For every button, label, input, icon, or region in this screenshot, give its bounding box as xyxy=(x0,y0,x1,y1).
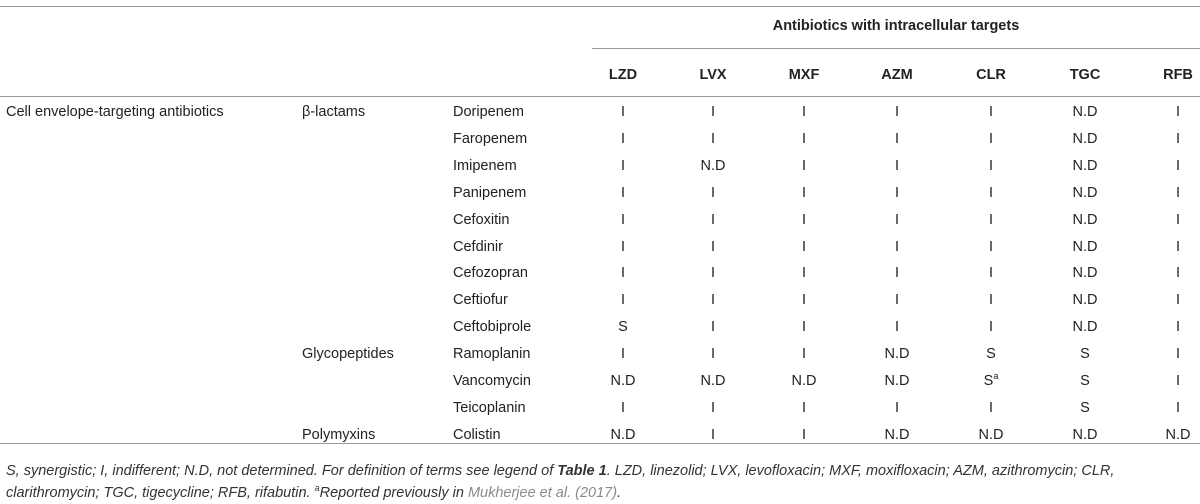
table-cell-rfb xyxy=(1138,103,1200,121)
column-header-rfb: RFB xyxy=(1163,67,1193,83)
table-cell-clr xyxy=(951,238,1031,256)
table-cell-rfb xyxy=(1138,426,1200,444)
table-cell-tgc xyxy=(1045,426,1125,444)
table-cell-mxf xyxy=(764,399,844,417)
table-top-rule xyxy=(0,6,1200,7)
cell-value: N.D xyxy=(884,373,910,389)
table-cell-lzd xyxy=(583,264,663,282)
antibiotic-name: Cefozopran xyxy=(453,265,528,282)
table-cell-tgc xyxy=(1045,399,1125,417)
group-header: Antibiotics with intracellular targets xyxy=(772,18,1020,34)
antibiotic-name: Ceftobiprole xyxy=(453,319,532,336)
footnote-table-ref[interactable]: Table 1 xyxy=(557,463,607,479)
table-cell-clr xyxy=(951,184,1031,202)
table-cell-azm xyxy=(857,238,937,256)
antibiotic-name: Vancomycin xyxy=(453,373,531,389)
cell-value: N.D xyxy=(1072,265,1098,282)
subgroup-label: Polymyxins xyxy=(302,426,376,443)
cell-value: N.D xyxy=(1072,184,1098,201)
table-cell-tgc xyxy=(1045,345,1125,363)
table-cell-clr xyxy=(951,264,1031,282)
table-cell-azm xyxy=(857,157,937,175)
cell-value: N.D xyxy=(1072,157,1098,174)
antibiotic-name: Colistin xyxy=(453,426,501,443)
table-cell-azm xyxy=(857,318,937,336)
table-cell-lzd xyxy=(583,318,663,336)
cell-value: I xyxy=(801,104,807,120)
cell-value: I xyxy=(710,211,716,228)
table-cell-mxf xyxy=(764,184,844,202)
table-cell-tgc xyxy=(1045,318,1125,336)
antibiotic-name: Cefoxitin xyxy=(453,211,510,228)
antibiotic-name: Panipenem xyxy=(453,184,527,201)
footnote-superscript: a xyxy=(314,483,320,493)
cell-value: I xyxy=(988,157,994,174)
cell-value: I xyxy=(710,184,716,201)
table-cell-rfb xyxy=(1138,372,1200,390)
table-cell-tgc xyxy=(1045,184,1125,202)
cell-value: I xyxy=(988,184,994,201)
cell-value: N.D xyxy=(700,157,726,174)
table-cell-clr xyxy=(951,318,1031,336)
table-cell-lvx xyxy=(673,103,753,121)
table-cell-lvx xyxy=(673,157,753,175)
cell-value: I xyxy=(894,157,900,174)
table-cell-mxf xyxy=(764,211,844,229)
cell-value: I xyxy=(894,211,900,228)
cell-value: I xyxy=(710,130,716,147)
cell-value: I xyxy=(988,265,994,282)
cell-value: I xyxy=(894,184,900,201)
cell-value: I xyxy=(620,211,626,228)
cell-value: N.D xyxy=(610,426,636,443)
table-cell-tgc xyxy=(1045,211,1125,229)
cell-value: I xyxy=(801,211,807,228)
table-cell-lzd xyxy=(583,372,663,390)
cell-value: I xyxy=(988,104,994,120)
cell-value: I xyxy=(801,426,807,443)
cell-value: I xyxy=(801,346,807,363)
cell-value: N.D xyxy=(884,346,910,363)
table-cell-lzd xyxy=(583,345,663,363)
cell-value: I xyxy=(710,426,716,443)
cell-value: I xyxy=(1175,211,1181,228)
column-header-clr: CLR xyxy=(976,67,1006,83)
table-cell-mxf xyxy=(764,103,844,121)
antibiotic-name: Ramoplanin xyxy=(453,346,531,363)
table-cell-rfb xyxy=(1138,238,1200,256)
table-cell-lzd xyxy=(583,184,663,202)
cell-value: I xyxy=(801,238,807,255)
column-header-tgc: TGC xyxy=(1069,67,1101,83)
cell-value: I xyxy=(894,238,900,255)
footnote-text-3: Reported previously in xyxy=(319,485,468,501)
footnote-text-4: . xyxy=(617,485,622,501)
table-cell-clr xyxy=(951,103,1031,121)
cell-value: I xyxy=(894,130,900,147)
table-cell-mxf xyxy=(764,345,844,363)
cell-value: I xyxy=(801,184,807,201)
cell-value: I xyxy=(1175,373,1181,389)
table-cell-lvx xyxy=(673,184,753,202)
table-cell-lvx xyxy=(673,426,753,444)
cell-value: I xyxy=(620,292,626,309)
cell-value: S xyxy=(618,319,628,336)
table-cell-tgc xyxy=(1045,157,1125,175)
table-cell-lzd xyxy=(583,130,663,148)
cell-value: I xyxy=(1175,238,1181,255)
cell-value: I xyxy=(620,157,626,174)
cell-value: I xyxy=(988,211,994,228)
cell-value: S xyxy=(1080,346,1090,363)
cell-value: N.D xyxy=(700,373,726,389)
table-cell-azm xyxy=(857,345,937,363)
column-header-azm: AZM xyxy=(881,67,913,83)
table-cell-tgc xyxy=(1045,264,1125,282)
table-cell-lvx xyxy=(673,291,753,309)
cell-value: I xyxy=(620,238,626,255)
table-cell-rfb xyxy=(1138,264,1200,282)
cell-value: I xyxy=(620,104,626,120)
cell-value: N.D xyxy=(1165,426,1191,443)
cell-value: I xyxy=(620,130,626,147)
cell-value: N.D xyxy=(1072,104,1098,120)
subgroup-label: β-lactams xyxy=(302,104,366,120)
cell-value: N.D xyxy=(1072,130,1098,147)
cell-value: I xyxy=(620,184,626,201)
cell-superscript: a xyxy=(993,371,999,381)
table-cell-lvx xyxy=(673,345,753,363)
cell-value: I xyxy=(988,292,994,309)
cell-value: I xyxy=(710,399,716,416)
cell-value: N.D xyxy=(1072,319,1098,336)
table-cell-azm xyxy=(857,264,937,282)
cell-value: I xyxy=(710,319,716,336)
cell-value: S xyxy=(1080,399,1090,416)
cell-value: N.D xyxy=(791,373,817,389)
cell-value: I xyxy=(1175,346,1181,363)
antibiotic-name: Imipenem xyxy=(453,157,517,174)
cell-value: I xyxy=(710,104,716,120)
table-cell-clr xyxy=(951,399,1031,417)
cell-value: I xyxy=(710,346,716,363)
table-cell-lzd xyxy=(583,211,663,229)
cell-value: I xyxy=(1175,184,1181,201)
cell-value: I xyxy=(894,292,900,309)
cell-value: I xyxy=(620,399,626,416)
column-header-lzd: LZD xyxy=(608,67,638,83)
cell-value: I xyxy=(988,238,994,255)
table-cell-azm xyxy=(857,103,937,121)
subgroup-label: Glycopeptides xyxy=(302,346,394,363)
table-cell-tgc xyxy=(1045,291,1125,309)
table-cell-azm xyxy=(857,426,937,444)
table-cell-rfb xyxy=(1138,157,1200,175)
cell-value: N.D xyxy=(610,373,636,389)
table-cell-lvx xyxy=(673,264,753,282)
table-cell-lzd xyxy=(583,238,663,256)
footnote-text-2: . LZD, linezolid; LVX, levofloxacin; MXF, moxifloxacin; AZM, azithromycin; CLR, clarithromycin; TGC, tigecycline; RFB, rifabutin. xyxy=(6,463,1115,501)
column-header-lvx: LVX xyxy=(699,67,727,83)
antibiotic-name: Faropenem xyxy=(453,130,528,147)
cell-value: I xyxy=(1175,292,1181,309)
antibiotic-name: Cefdinir xyxy=(453,238,503,255)
cell-value: I xyxy=(801,130,807,147)
table-cell-lvx xyxy=(673,318,753,336)
table-cell-lvx xyxy=(673,130,753,148)
group-header-rule xyxy=(592,48,1200,49)
cell-value: I xyxy=(1175,157,1181,174)
table-cell-rfb xyxy=(1138,291,1200,309)
cell-value: I xyxy=(801,319,807,336)
table-cell-lzd xyxy=(583,291,663,309)
cell-value: I xyxy=(1175,130,1181,147)
cell-value: I xyxy=(988,130,994,147)
row-category: Cell envelope-targeting antibiotics xyxy=(6,104,224,120)
table-cell-mxf xyxy=(764,157,844,175)
table-cell-clr xyxy=(951,211,1031,229)
table-cell-azm xyxy=(857,130,937,148)
cell-value: I xyxy=(894,104,900,120)
cell-value: N.D xyxy=(1072,426,1098,443)
table-cell-mxf xyxy=(764,318,844,336)
cell-value: I xyxy=(801,265,807,282)
table-cell-mxf xyxy=(764,291,844,309)
cell-value: I xyxy=(894,265,900,282)
table-cell-clr xyxy=(951,291,1031,309)
table-cell-tgc xyxy=(1045,130,1125,148)
table-cell-lzd xyxy=(583,157,663,175)
antibiotic-name: Doripenem xyxy=(453,104,524,120)
table-cell-lvx xyxy=(673,399,753,417)
table-cell-clr xyxy=(951,426,1031,444)
table-cell-mxf xyxy=(764,372,844,390)
table-cell-rfb xyxy=(1138,130,1200,148)
table-cell-azm xyxy=(857,372,937,390)
cell-value: S xyxy=(986,346,996,363)
cell-value: I xyxy=(894,319,900,336)
cell-value: I xyxy=(620,346,626,363)
table-cell-clr xyxy=(951,130,1031,148)
footnote-citation-link[interactable]: Mukherjee et al. (2017) xyxy=(467,485,618,501)
table-cell-tgc xyxy=(1045,238,1125,256)
cell-value: I xyxy=(1175,399,1181,416)
table-cell-rfb xyxy=(1138,399,1200,417)
table-cell-rfb xyxy=(1138,318,1200,336)
cell-value: N.D xyxy=(1072,238,1098,255)
table-cell-lzd xyxy=(583,426,663,444)
table-cell-rfb xyxy=(1138,211,1200,229)
cell-value: S xyxy=(983,373,994,389)
table-cell-mxf xyxy=(764,426,844,444)
table-bottom-rule xyxy=(0,443,1200,444)
cell-value: I xyxy=(1175,104,1181,120)
antibiotic-name: Ceftiofur xyxy=(453,292,508,309)
cell-value: N.D xyxy=(1072,292,1098,309)
table-footnote xyxy=(6,460,1196,504)
table-cell-azm xyxy=(857,291,937,309)
table-cell-clr xyxy=(951,157,1031,175)
cell-value: I xyxy=(988,319,994,336)
cell-value: I xyxy=(801,399,807,416)
table-cell-azm xyxy=(857,211,937,229)
table-cell-rfb xyxy=(1138,184,1200,202)
table-cell-mxf xyxy=(764,130,844,148)
cell-value: N.D xyxy=(884,426,910,443)
table-cell-clr xyxy=(951,372,1031,390)
table-cell-mxf xyxy=(764,264,844,282)
table-cell-mxf xyxy=(764,238,844,256)
table-cell-tgc xyxy=(1045,103,1125,121)
table-cell-lzd xyxy=(583,103,663,121)
cell-value: I xyxy=(801,292,807,309)
table-cell-azm xyxy=(857,399,937,417)
cell-value: I xyxy=(620,265,626,282)
footnote-text-1: S, synergistic; I, indifferent; N.D, not determined. For definition of terms see legend of xyxy=(6,463,558,479)
cell-value: N.D xyxy=(1072,211,1098,228)
cell-value: I xyxy=(710,238,716,255)
cell-value: I xyxy=(710,265,716,282)
cell-value: I xyxy=(1175,265,1181,282)
cell-value: I xyxy=(988,399,994,416)
cell-value: N.D xyxy=(978,426,1004,443)
cell-value: I xyxy=(894,399,900,416)
table-cell-rfb xyxy=(1138,345,1200,363)
table-cell-tgc xyxy=(1045,372,1125,390)
table-cell-lzd xyxy=(583,399,663,417)
column-header-mxf: MXF xyxy=(788,67,820,83)
cell-value: S xyxy=(1080,373,1090,389)
cell-value: I xyxy=(1175,319,1181,336)
cell-value: I xyxy=(710,292,716,309)
cell-value: I xyxy=(801,157,807,174)
table-cell-lvx xyxy=(673,211,753,229)
table-cell-azm xyxy=(857,184,937,202)
table-cell-lvx xyxy=(673,238,753,256)
table-cell-clr xyxy=(951,345,1031,363)
table-cell-lvx xyxy=(673,372,753,390)
antibiotic-name: Teicoplanin xyxy=(453,399,526,416)
header-rule xyxy=(0,96,1200,97)
